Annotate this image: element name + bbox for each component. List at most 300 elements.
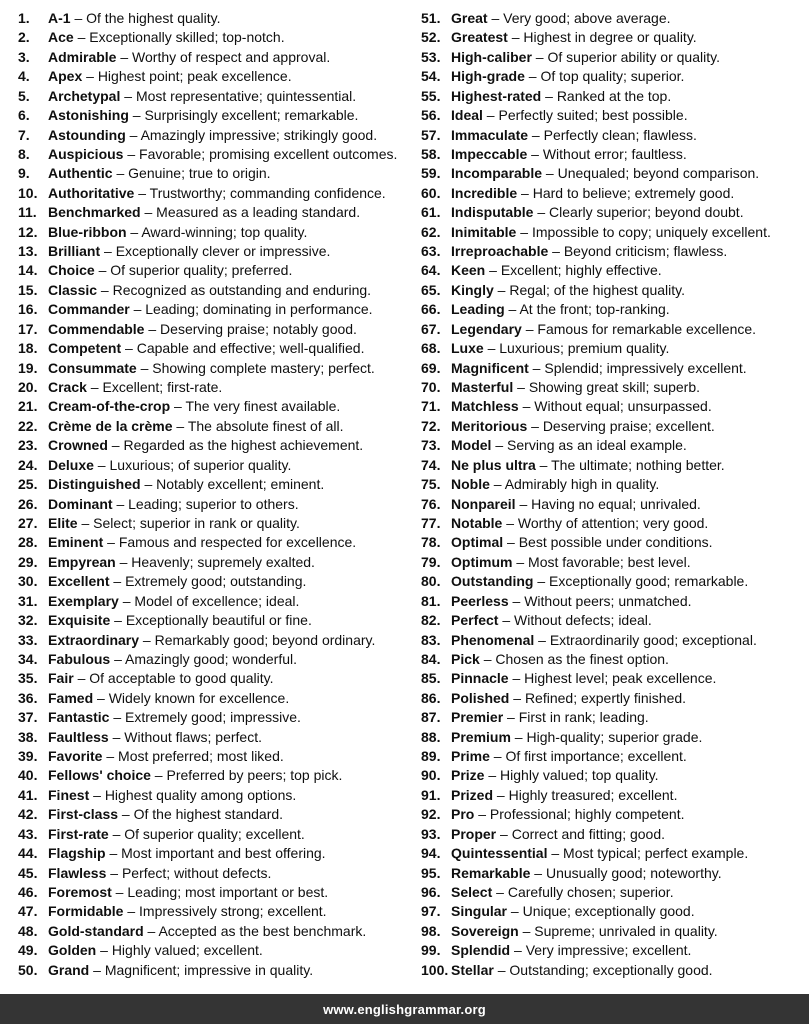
list-item [18, 883, 421, 902]
item-number: 39. [18, 748, 38, 765]
list-item [421, 825, 807, 844]
item-word: Cream-of-the-crop [48, 398, 171, 415]
item-definition: Leading; superior to others. [128, 495, 299, 512]
item-number: 28. [18, 534, 38, 551]
item-text [48, 126, 421, 145]
item-separator: – [524, 68, 541, 85]
item-number: 30. [18, 573, 38, 590]
item-definition: Excellent; highly effective. [500, 262, 662, 279]
item-definition: Excellent; first-rate. [102, 379, 223, 396]
item-text [48, 902, 421, 921]
item-definition: Highest point; peak excellence. [97, 68, 292, 85]
item-separator: – [508, 670, 525, 687]
item-number: 20. [18, 379, 38, 396]
item-word: Empyrean [48, 553, 116, 570]
item-word: Leading [451, 301, 505, 318]
item-number: 63. [421, 243, 441, 260]
item-number: 60. [421, 184, 441, 201]
item-definition: Of superior quality; excellent. [124, 825, 305, 842]
item-word: Fantastic [48, 709, 110, 726]
list-item [421, 650, 807, 669]
item-definition: Beyond criticism; flawless. [563, 243, 728, 260]
item-word: Fabulous [48, 650, 111, 667]
list-item [421, 300, 807, 319]
item-definition: Perfectly clean; flawless. [543, 126, 697, 143]
item-number: 33. [18, 631, 38, 648]
item-number: 98. [421, 922, 441, 939]
item-number: 49. [18, 942, 38, 959]
item-number: 97. [421, 903, 441, 920]
item-word: Favorite [48, 748, 103, 765]
list-item [421, 223, 807, 242]
list-item [421, 864, 807, 883]
item-word: Exquisite [48, 612, 111, 629]
list-item [421, 126, 807, 145]
item-definition: Award-winning; top quality. [141, 223, 308, 240]
item-word: Singular [451, 903, 508, 920]
item-number: 68. [421, 340, 441, 357]
item-separator: – [112, 495, 129, 512]
item-word: Select [451, 883, 493, 900]
item-number: 13. [18, 243, 38, 260]
item-number: 11. [18, 204, 37, 221]
item-word: Highest-rated [451, 87, 542, 104]
item-text [48, 572, 421, 591]
item-separator: – [474, 806, 490, 823]
item-text [48, 417, 421, 436]
item-separator: – [118, 806, 134, 823]
item-definition: Deserving praise; notably good. [160, 320, 357, 337]
item-separator: – [106, 864, 122, 881]
item-definition: The ultimate; nothing better. [551, 456, 725, 473]
item-number: 8. [18, 145, 30, 162]
item-number: 46. [18, 883, 38, 900]
item-definition: Most representative; quintessential. [135, 87, 357, 104]
item-text [48, 728, 421, 747]
item-number: 26. [18, 495, 38, 512]
item-text [48, 883, 421, 902]
item-text [451, 728, 807, 747]
item-separator: – [541, 87, 557, 104]
list-item [421, 533, 807, 552]
list-item [18, 747, 421, 766]
item-text [48, 922, 421, 941]
item-separator: – [112, 165, 129, 182]
item-definition: Chosen as the finest option. [495, 650, 669, 667]
list-item [18, 825, 421, 844]
item-separator: – [547, 845, 564, 862]
item-definition: Exceptionally beautiful or fine. [125, 612, 312, 629]
list-item [421, 592, 807, 611]
item-separator: – [496, 825, 512, 842]
item-word: Sovereign [451, 922, 519, 939]
list-item [18, 766, 421, 785]
item-definition: At the front; top-ranking. [519, 301, 670, 318]
list-item [421, 475, 807, 494]
item-number: 22. [18, 417, 38, 434]
item-definition: Impossible to copy; uniquely excellent. [531, 223, 771, 240]
item-separator: – [103, 534, 119, 551]
list-item [421, 67, 807, 86]
item-word: Deluxe [48, 456, 94, 473]
item-definition: Accepted as the best benchmark. [158, 922, 367, 939]
item-separator: – [93, 689, 109, 706]
item-text [48, 553, 421, 572]
item-word: Meritorious [451, 417, 528, 434]
item-word: Eminent [48, 534, 104, 551]
item-separator: – [121, 340, 137, 357]
item-definition: Regarded as the highest achievement. [123, 437, 364, 454]
item-word: Outstanding [451, 573, 534, 590]
item-word: Pinnacle [451, 670, 509, 687]
item-text [48, 689, 421, 708]
item-text [451, 514, 807, 533]
item-number: 56. [421, 107, 441, 124]
item-definition: Remarkably good; beyond ordinary. [154, 631, 376, 648]
item-number: 99. [421, 942, 441, 959]
list-item [421, 106, 807, 125]
item-separator: – [116, 48, 133, 65]
item-text [48, 223, 421, 242]
item-definition: Supreme; unrivaled in quality. [534, 922, 718, 939]
item-word: Ne plus ultra [451, 456, 536, 473]
item-word: Inimitable [451, 223, 517, 240]
item-separator: – [143, 922, 159, 939]
item-definition: Leading; dominating in performance. [145, 301, 373, 318]
list-item [421, 708, 807, 727]
item-separator: – [128, 107, 145, 124]
item-separator: – [493, 786, 509, 803]
item-text [451, 611, 807, 630]
item-text [451, 300, 807, 319]
item-separator: – [172, 417, 188, 434]
item-word: Blue-ribbon [48, 223, 127, 240]
item-word: Noble [451, 476, 490, 493]
item-separator: – [86, 379, 103, 396]
item-word: Proper [451, 825, 497, 842]
item-separator: – [110, 612, 126, 629]
item-word: Indisputable [451, 204, 534, 221]
item-text [48, 766, 421, 785]
item-separator: – [105, 845, 122, 862]
item-number: 3. [18, 48, 30, 65]
item-word: Perfect [451, 612, 499, 629]
item-text [451, 669, 807, 688]
item-number: 50. [18, 961, 38, 978]
item-separator: – [489, 476, 505, 493]
item-number: 24. [18, 456, 38, 473]
item-word: Premier [451, 709, 504, 726]
list-item [18, 669, 421, 688]
list-item [18, 611, 421, 630]
item-definition: Capable and effective; well-qualified. [136, 340, 365, 357]
item-separator: – [70, 10, 87, 26]
item-definition: Of first importance; excellent. [505, 748, 687, 765]
item-text [48, 475, 421, 494]
list-item [18, 708, 421, 727]
item-definition: Most preferred; most liked. [118, 748, 284, 765]
item-text [451, 902, 807, 921]
item-number: 93. [421, 825, 441, 842]
list-item [18, 553, 421, 572]
item-separator: – [548, 243, 564, 260]
item-word: Legendary [451, 320, 522, 337]
item-separator: – [123, 145, 140, 162]
item-definition: Serving as an ideal example. [507, 437, 687, 454]
item-text [48, 203, 421, 222]
item-text [451, 766, 807, 785]
item-separator: – [102, 748, 119, 765]
item-separator: – [489, 748, 506, 765]
item-number: 95. [421, 864, 441, 881]
list-item [18, 339, 421, 358]
item-text [451, 786, 807, 805]
item-text [48, 786, 421, 805]
item-number: 23. [18, 437, 38, 454]
item-definition: Heavenly; supremely exalted. [131, 553, 315, 570]
item-separator: – [542, 165, 558, 182]
item-separator: – [510, 942, 526, 959]
item-text [48, 378, 421, 397]
item-number: 72. [421, 417, 441, 434]
item-word: Pick [451, 650, 480, 667]
item-word: Great [451, 10, 488, 26]
item-definition: The absolute finest of all. [187, 417, 344, 434]
list-item [421, 961, 807, 980]
item-definition: Impressively strong; excellent. [139, 903, 327, 920]
item-text [48, 941, 421, 960]
item-definition: Model of excellence; ideal. [134, 592, 300, 609]
item-definition: Having no equal; unrivaled. [531, 495, 701, 512]
item-text [48, 669, 421, 688]
item-number: 54. [421, 68, 441, 85]
item-separator: – [518, 922, 535, 939]
list-column-left [18, 9, 421, 994]
item-word: Archetypal [48, 87, 121, 104]
item-definition: Splendid; impressively excellent. [544, 359, 747, 376]
item-separator: – [528, 126, 544, 143]
item-word: Commander [48, 301, 130, 318]
item-number: 1. [18, 10, 30, 26]
item-separator: – [482, 107, 499, 124]
list-item [421, 339, 807, 358]
list-item [421, 941, 807, 960]
item-word: Crème de la crème [48, 417, 173, 434]
list-item [18, 592, 421, 611]
item-text [48, 747, 421, 766]
item-word: Famed [48, 689, 94, 706]
item-separator: – [73, 670, 90, 687]
list-item [18, 28, 421, 47]
item-word: Golden [48, 942, 97, 959]
item-word: Finest [48, 786, 90, 803]
item-word: Incredible [451, 184, 518, 201]
item-number: 2. [18, 29, 30, 46]
item-definition: Of the highest standard. [133, 806, 284, 823]
item-text [451, 145, 807, 164]
item-number: 40. [18, 767, 38, 784]
item-text [451, 320, 807, 339]
item-word: Keen [451, 262, 486, 279]
item-number: 67. [421, 320, 441, 337]
item-separator: – [531, 48, 548, 65]
item-separator: – [144, 320, 161, 337]
item-definition: Showing great skill; superb. [528, 379, 701, 396]
item-number: 36. [18, 689, 38, 706]
item-text [48, 87, 421, 106]
item-definition: Genuine; true to origin. [128, 165, 271, 182]
list-item [18, 805, 421, 824]
item-number: 85. [421, 670, 441, 687]
item-definition: Professional; highly competent. [489, 806, 685, 823]
list-item [18, 378, 421, 397]
item-text [451, 689, 807, 708]
item-number: 31. [18, 592, 38, 609]
item-number: 58. [421, 145, 441, 162]
item-definition: Worthy of respect and approval. [132, 48, 331, 65]
item-separator: – [73, 29, 90, 46]
item-number: 75. [421, 476, 441, 493]
item-definition: Worthy of attention; very good. [517, 514, 709, 531]
item-text [451, 164, 807, 183]
item-text [451, 28, 807, 47]
item-text [451, 67, 807, 86]
item-number: 25. [18, 476, 38, 493]
footer-bar [0, 994, 809, 1024]
item-word: Optimal [451, 534, 504, 551]
item-word: Formidable [48, 903, 124, 920]
list-item [18, 67, 421, 86]
item-separator: – [509, 689, 525, 706]
item-separator: – [125, 126, 141, 143]
item-number: 92. [421, 806, 441, 823]
item-word: Impeccable [451, 145, 528, 162]
item-number: 38. [18, 728, 38, 745]
item-text [48, 300, 421, 319]
item-separator: – [487, 10, 504, 26]
item-separator: – [110, 650, 126, 667]
item-word: Matchless [451, 398, 519, 415]
item-number: 86. [421, 689, 441, 706]
item-word: High-caliber [451, 48, 532, 65]
item-separator: – [493, 961, 510, 978]
item-definition: Highest level; peak excellence. [524, 670, 717, 687]
item-separator: – [521, 320, 538, 337]
item-word: Splendid [451, 942, 511, 959]
item-text [451, 475, 807, 494]
item-definition: Deserving praise; excellent. [542, 417, 715, 434]
item-text [48, 650, 421, 669]
item-definition: High-quality; superior grade. [526, 728, 703, 745]
item-definition: Outstanding; exceptionally good. [509, 961, 713, 978]
item-number: 84. [421, 650, 441, 667]
item-definition: Famous for remarkable excellence. [537, 320, 757, 337]
item-word: Faultless [48, 728, 109, 745]
item-number: 17. [18, 320, 38, 337]
item-word: High-grade [451, 68, 525, 85]
item-number: 87. [421, 709, 441, 726]
item-number: 41. [18, 786, 38, 803]
item-separator: – [89, 961, 105, 978]
item-number: 37. [18, 709, 38, 726]
item-text [451, 961, 807, 980]
item-definition: First in rank; leading. [518, 709, 649, 726]
list-item [18, 941, 421, 960]
item-word: Dominant [48, 495, 113, 512]
item-number: 96. [421, 883, 441, 900]
item-text [451, 378, 807, 397]
item-separator: – [126, 223, 142, 240]
list-item [18, 48, 421, 67]
item-separator: – [515, 495, 532, 512]
item-number: 18. [18, 340, 38, 357]
item-number: 53. [421, 48, 441, 65]
item-text [451, 456, 807, 475]
list-item [421, 514, 807, 533]
item-number: 88. [421, 728, 441, 745]
list-item [18, 844, 421, 863]
list-item [18, 184, 421, 203]
item-text [451, 359, 807, 378]
item-word: Flawless [48, 864, 107, 881]
item-text [451, 397, 807, 416]
item-definition: Trustworthy; commanding confidence. [149, 184, 386, 201]
list-item [18, 961, 421, 980]
item-definition: Most favorable; best level. [528, 553, 691, 570]
item-text [451, 436, 807, 455]
item-text [451, 495, 807, 514]
item-separator: – [516, 223, 532, 240]
item-number: 80. [421, 573, 441, 590]
item-number: 61. [421, 204, 441, 221]
item-definition: Correct and fitting; good. [511, 825, 666, 842]
item-word: Extraordinary [48, 631, 140, 648]
list-item [421, 9, 807, 28]
list-item [421, 728, 807, 747]
item-definition: Regal; of the highest quality. [509, 281, 685, 298]
list-item [18, 475, 421, 494]
item-number: 45. [18, 864, 38, 881]
list-item [18, 145, 421, 164]
item-number: 34. [18, 650, 38, 667]
list-item [18, 261, 421, 280]
item-text [451, 864, 807, 883]
item-separator: – [502, 514, 518, 531]
item-separator: – [107, 437, 124, 454]
item-definition: Without peers; unmatched. [524, 592, 692, 609]
item-text [48, 456, 421, 475]
list-item [421, 359, 807, 378]
list-item [421, 669, 807, 688]
list-item [18, 650, 421, 669]
item-word: Elite [48, 514, 78, 531]
item-definition: The very finest available. [185, 398, 341, 415]
item-separator: – [498, 612, 515, 629]
list-item [18, 281, 421, 300]
item-word: Fellows' choice [48, 767, 151, 784]
item-text [451, 747, 807, 766]
item-word: Exemplary [48, 592, 119, 609]
item-word: Apex [48, 68, 83, 85]
item-definition: Refined; expertly finished. [524, 689, 687, 706]
item-separator: – [485, 262, 501, 279]
item-separator: – [170, 398, 186, 415]
item-separator: – [503, 534, 519, 551]
item-word: Remarkable [451, 864, 531, 881]
item-text [48, 961, 421, 980]
item-definition: Unique; exceptionally good. [522, 903, 695, 920]
item-text [451, 48, 807, 67]
